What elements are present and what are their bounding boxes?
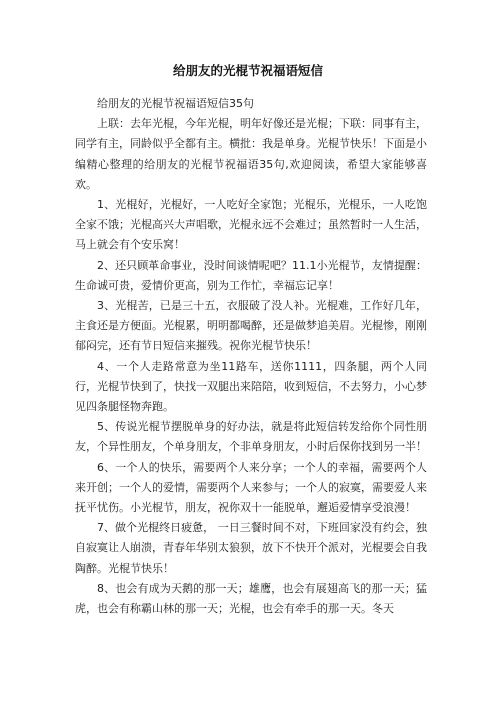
- list-item-1: 1、光棍好，光棍好，一人吃好全家饱；光棍乐，光棍乐，一人吃饱全家不饿；光棍高兴大声唱歌，光棍永远不会难过；虽然暂时一人生活，马上就会有个安乐窝！: [75, 198, 427, 252]
- list-item-2: 2、还只顾革命事业，没时间谈情呢吧？11.1小光棍节，友情提醒：生命诚可贵，爱情价更高，别为工作忙，幸福忘记享！: [75, 258, 427, 292]
- list-item-6: 6、一个人的快乐，需要两个人来分享；一个人的幸福，需要两个人来开创；一个人的爱情，需要两个人来参与；一个人的寂寞，需要爱人来抚平忧伤。小光棍节，朋友，祝你双十一能脱单，邂逅爱情享受浪漫！: [75, 460, 427, 515]
- document-title: 给朋友的光棍节祝福语短信: [172, 63, 323, 78]
- list-item-7: 7、做个光棍终日疲惫， 一日三餐时间不对，下班回家没有约会，独自寂寞让人崩溃，青春年华别太狼狈，放下不快开个派对，光棍要会自我陶醉。光棍节快乐！: [75, 521, 427, 575]
- list-item-5: 5、传说光棍节摆脱单身的好办法，就是将此短信转发给你个同性朋友，个异性朋友，个单身朋友，个非单身朋友，小时后保你找到另一半！: [75, 420, 427, 454]
- subtitle-paragraph: 给朋友的光棍节祝福语短信35句: [97, 97, 254, 110]
- intro-paragraph: 上联：去年光棍，今年光棍，明年好像还是光棍；下联：同事有主，同学有主，同龄似乎全都有主。横批：我是单身。光棍节快乐！下面是小编精心整理的给朋友的光棍节祝福语35句,欢迎阅读，希望大家能够喜欢。: [75, 117, 427, 191]
- document-body: [75, 94, 427, 619]
- list-item-8: 8、也会有成为天鹅的那一天；雄鹰，也会有展翅高飞的那一天；猛虎，也会有称霸山林的那一天；光棍，也会有牵手的那一天。冬天: [75, 581, 427, 616]
- list-item-4: 4、一个人走路常意为坐11路车，送你1111，四条腿，两个人同行，光棍节快到了，快找一双腿出来陪陪，收到短信，不去努力，小心梦见四条腿怪物奔跑。: [75, 359, 427, 414]
- list-item-3: 3、光棍苦，已是三十五，衣服破了没人补。光棍难，工作好几年，主食还是方便面。光棍累，明明都喝醉，还是做梦追美眉。光棍惨，刚刚郁闷完，还有节日短信来摧残。祝你光棍节快乐！: [75, 299, 427, 353]
